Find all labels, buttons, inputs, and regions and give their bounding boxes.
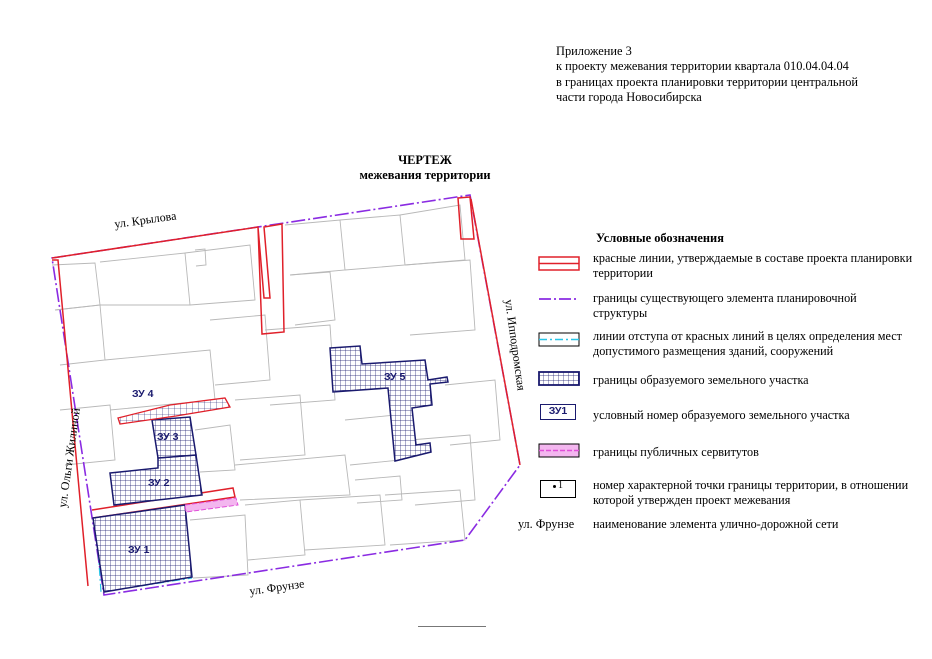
legend-text-street: наименование элемента улично-дорожной сети xyxy=(593,517,839,531)
legend-sample-street: ул. Фрунзе xyxy=(518,517,575,531)
header-line: части города Новосибирска xyxy=(556,89,702,104)
label-zu3: ЗУ 3 xyxy=(157,431,179,443)
legend-text-parcel: границы образуемого земельного участка xyxy=(593,373,809,387)
legend-text-setback: линии отступа от красных линий в целях определения мест допустимого размещения зданий, сооружений xyxy=(593,329,902,358)
legend-sample-point-number xyxy=(540,480,576,498)
legend-text-red-lines: красные линии, утверждаемые в составе проекта планировки территории xyxy=(593,251,913,280)
legend-swatch-servitude xyxy=(538,442,582,460)
label-zu1: ЗУ 1 xyxy=(128,544,150,556)
title-line-2: межевания территории xyxy=(359,167,491,182)
legend-text-parcel-number: условный номер образуемого земельного участка xyxy=(593,408,850,422)
label-zu5: ЗУ 5 xyxy=(384,371,406,383)
legend-sample-parcel-number: ЗУ1 xyxy=(540,404,576,420)
legend-text-servitude: границы публичных сервитутов xyxy=(593,445,759,459)
header-line: в границах проекта планировки территории центральной xyxy=(556,74,859,89)
legend-text-point-number: номер характерной точки границы территории, в отношении которой утвержден проект межевания xyxy=(593,478,909,507)
street-label-olgi-zhilinoy: ул. Ольги Жилиной xyxy=(55,407,83,509)
street-label-ippodromskaya: ул. Ипподромская xyxy=(502,298,529,392)
street-label-frunze: ул. Фрунзе xyxy=(248,576,306,598)
header-line: к проекту межевания территории квартала 010.04.04.04 xyxy=(556,59,849,74)
legend-swatch-parcel xyxy=(538,370,582,388)
title-line-1: ЧЕРТЕЖ xyxy=(398,153,452,167)
point-dot-icon xyxy=(553,485,556,488)
legend-title: Условные обозначения xyxy=(596,231,724,245)
point-number: 1 xyxy=(558,480,563,491)
header-line: Приложение 3 xyxy=(556,44,632,58)
street-label-krylova: ул. Крылова xyxy=(113,208,178,231)
legend-swatch-setback xyxy=(538,331,582,349)
label-zu4: ЗУ 4 xyxy=(132,388,154,400)
parcel-zu5[interactable] xyxy=(330,346,448,461)
legend-swatch-element-boundary xyxy=(538,292,582,306)
label-zu2: ЗУ 2 xyxy=(148,477,170,489)
legend-swatch-red-lines xyxy=(538,255,582,273)
footer-rule xyxy=(418,626,486,627)
legend-text-element-boundary: границы существующего элемента планировочной структуры xyxy=(593,291,857,320)
